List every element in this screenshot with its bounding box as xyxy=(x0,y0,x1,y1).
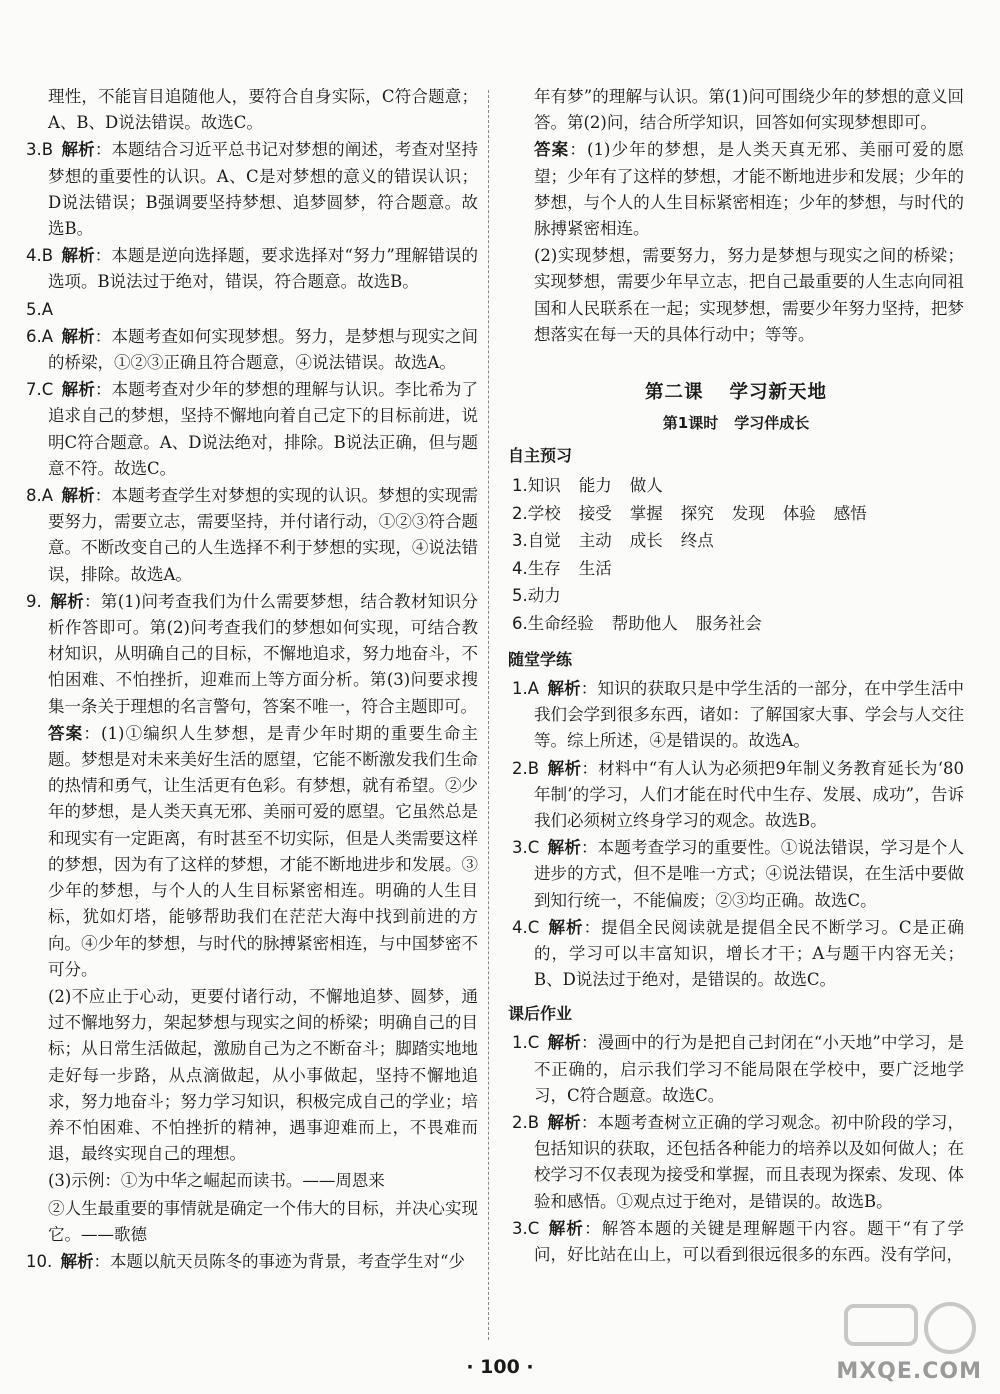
question-number: 5.A xyxy=(26,299,54,319)
answer-text: ：本题考查对少年的梦想的理解与认识。李比希为了追求自己的梦想，坚持不懈地向着自己定下的目标前进，说明C符合题意。A、D说法绝对，排除。B说法正确，但与题意不符。故选C。 xyxy=(48,380,479,478)
answer-text: ：本题考查树立正确的学习观念。初中阶段的学习，包括知识的获取，还包括各种能力的培养以及如何做人；在校学习不仅表现为接受和掌握，而且表现为探索、发现、体验和感悟。①观点过于绝对，是错误的。故选B。 xyxy=(534,1113,965,1211)
answer-paragraph xyxy=(508,1110,964,1215)
preview-answer-word: 做人 xyxy=(629,476,663,496)
answer-label: 解析 xyxy=(547,1033,581,1053)
lesson-number: 第二课 xyxy=(644,382,704,404)
answer-text: (2)不应止于心动，更要付诸行动，不懈地追梦、圆梦，通过不懈地努力，架起梦想与现实之间的桥梁；明确自己的目标；从日常生活做起，激励自己为之不断奋斗；脚踏实地地走好每一步路，从点滴做起，从小事做起，坚持不懈地追求，努力地奋斗；努力学习知识，积极完成自己的学业；培养不怕困难、不怕挫折的精神，遇事迎难而上，不畏难而退，最终实现自己的理想。 xyxy=(48,986,478,1164)
answer-text: ：提倡全民阅读就是提倡全民不断学习。C是正确的，学习可以丰富知识，增长才干；A与题干内容无关；B、D说法过于绝对，是错误的。故选C。 xyxy=(534,917,965,990)
preview-number: 3. xyxy=(512,531,528,551)
answer-label: 解析 xyxy=(61,326,95,346)
answer-text: 年有梦”的理解与认识。第(1)问可围绕少年的梦想的意义回答。第(2)问，结合所学知识，回答如何实现梦想即可。 xyxy=(534,87,964,133)
answer-paragraph xyxy=(508,676,964,755)
answer-paragraph xyxy=(22,84,478,136)
preview-number: 5. xyxy=(512,586,528,606)
question-number: 2.B xyxy=(512,758,540,778)
preview-answer-line xyxy=(508,500,964,528)
question-number: 9. xyxy=(26,591,42,611)
answer-text: ：本题考查学习的重要性。①说法错误，学习是个人进步的方式，但不是唯一方式；④说法错误，在生活中要做到知行统一，不能偏废；②③均正确。故选C。 xyxy=(534,838,965,910)
answer-paragraph xyxy=(508,835,964,914)
answer-text: ：本题结合习近平总书记对梦想的阐述，考查对坚持梦想的重要性的认识。A、C是对梦想的意义的错误认识；D说法错误；B强调要坚持梦想、追梦圆梦，符合题意。故选B。 xyxy=(48,140,479,239)
answer-text: ：第(1)问考查我们为什么需要梦想，结合教材知识分析作答即可。第(2)问考查我们的梦想如何实现，可结合教材知识，从明确自己的目标，不懈地追求，努力地奋斗，不怕困难、不怕挫折，迎难而上等方面分析。第(3)问要求搜集一条关于理想的名言警句，答案不唯一，符合主题即可。 xyxy=(48,591,479,716)
answer-text: ：本题考查如何实现梦想。努力，是梦想与现实之间的桥梁，①②③正确且符合题意，④说法错误。故选A。 xyxy=(48,326,479,373)
answer-label: 解析 xyxy=(547,758,582,778)
answer-paragraph xyxy=(22,721,478,983)
question-number: 3.C xyxy=(512,838,540,858)
preview-number: 2. xyxy=(512,503,528,523)
question-number: 3.C xyxy=(512,1218,540,1238)
preview-answer-line xyxy=(508,472,964,500)
answer-text: ：(1)少年的梦想，是人类天真无邪、美丽可爱的愿望；少年有了这样的梦想，才能不断地进步和发展；少年的梦想，与个人的人生目标紧密相连；少年的梦想，与时代的脉搏紧密相连。 xyxy=(534,140,964,239)
answer-label: 解析 xyxy=(547,917,584,937)
preview-answer-word: 学校 xyxy=(527,503,561,523)
period-number: 第1课时 xyxy=(662,414,719,433)
question-number: 8.A xyxy=(26,486,54,506)
question-number: 7.C xyxy=(26,380,54,400)
lesson-title xyxy=(508,378,964,404)
column-divider xyxy=(488,90,489,1340)
answer-label: 解析 xyxy=(60,1251,94,1271)
period-name: 学习伴成长 xyxy=(734,414,810,433)
preview-answer-word: 成长 xyxy=(629,531,663,551)
preview-answer-line xyxy=(508,610,964,638)
question-number: 1.A xyxy=(512,679,540,699)
question-number: 2.B xyxy=(512,1113,540,1133)
answer-text: ：解答本题的关键是理解题干内容。题干“有了学问，好比站在山上，可以看到很远很多的东西。没有学问， xyxy=(534,1218,965,1265)
preview-answer-word: 服务社会 xyxy=(695,613,762,633)
watermark-text: MXQE.COM xyxy=(836,1359,982,1384)
answer-paragraph xyxy=(22,137,478,242)
question-number: 3.B xyxy=(26,140,54,160)
preview-answer-word: 知识 xyxy=(527,476,561,496)
answer-paragraph xyxy=(508,84,964,136)
answer-paragraph xyxy=(508,137,964,242)
answer-paragraph xyxy=(508,1030,964,1109)
answer-paragraph xyxy=(22,324,478,376)
preview-answer-word: 帮助他人 xyxy=(611,613,678,633)
answer-paragraph xyxy=(22,1168,478,1194)
answer-label: 答案 xyxy=(48,723,84,743)
answer-text: (3)示例：①为中华之崛起而读书。——周恩来 xyxy=(48,1171,385,1191)
answer-paragraph xyxy=(22,483,478,588)
preview-answer-line xyxy=(508,582,964,610)
preview-answer-word: 接受 xyxy=(578,503,612,523)
preview-answer-word: 生存 xyxy=(527,558,561,578)
answer-paragraph xyxy=(508,915,964,994)
answer-text: ：(1)①编织人生梦想，是青少年时期的重要生命主题。梦想是对未来美好生活的愿望，它能不断激发我们生命的热情和勇气，让生活更有色彩。有梦想，就有希望。②少年的梦想，是人类天真无邪、美丽可爱的愿望。它虽然总是和现实有一定距离，有时甚至不切实际，但是人类需要这样的梦想，因为有了这样的梦想，才能不断地进步和发展。③少年的梦想，与个人的人生目标紧密相连。明确的人生目标，犹如灯塔，能够帮助我们在茫茫大海中找到前进的方向。④少年的梦想，与时代的脉搏紧密相连，与中国梦密不可分。 xyxy=(48,723,478,979)
question-number: 1.C xyxy=(512,1033,540,1053)
question-number: 4.B xyxy=(26,246,54,266)
answer-text: ：本题以航天员陈冬的事迹为背景，考查学生对“少 xyxy=(93,1251,465,1271)
answer-paragraph xyxy=(508,1216,964,1268)
answer-paragraph xyxy=(22,589,478,720)
answer-text: ②人生最重要的事情就是确定一个伟大的目标，并决心实现它。——歌德 xyxy=(48,1198,478,1244)
homework-answer-list xyxy=(508,1030,964,1268)
answer-paragraph xyxy=(22,377,478,482)
section-heading-preview: 自主预习 xyxy=(508,446,573,466)
answer-label: 解析 xyxy=(547,838,581,858)
preview-answer-word: 体验 xyxy=(782,503,816,523)
question-number: 10. xyxy=(26,1251,53,1271)
answer-label: 解析 xyxy=(547,1113,581,1133)
answer-paragraph xyxy=(22,1249,478,1275)
preview-answer-word: 动力 xyxy=(527,586,561,606)
preview-answer-word: 生命经验 xyxy=(527,613,594,633)
right-column xyxy=(508,84,964,1269)
lesson-name: 学习新天地 xyxy=(729,382,828,404)
answer-label: 答案 xyxy=(534,140,570,160)
preview-answer-list xyxy=(508,472,964,637)
preview-answer-word: 探究 xyxy=(680,503,714,523)
preview-answer-line xyxy=(508,527,964,555)
preview-answer-word: 掌握 xyxy=(629,503,663,523)
answer-label: 解析 xyxy=(50,591,85,611)
answer-paragraph xyxy=(22,1196,478,1248)
preview-answer-line xyxy=(508,555,964,583)
preview-number: 4. xyxy=(512,558,528,578)
right-column-answers xyxy=(508,84,964,348)
answer-text: ：知识的获取只是中学生活的一部分，在中学生活中我们会学到很多东西，诸如：了解国家大事、学会与人交往等。综上所述，④是错误的。故选A。 xyxy=(534,679,965,751)
answer-label: 解析 xyxy=(61,246,95,266)
practice-answer-list xyxy=(508,676,964,993)
preview-answer-word: 终点 xyxy=(680,531,714,551)
preview-answer-word: 生活 xyxy=(578,558,612,578)
section-heading-practice: 随堂学练 xyxy=(508,650,573,670)
answer-paragraph xyxy=(22,243,478,295)
preview-number: 1. xyxy=(512,476,528,496)
question-number: 4.C xyxy=(512,917,540,937)
answer-label: 解析 xyxy=(61,380,95,400)
section-heading-homework: 课后作业 xyxy=(508,1004,573,1024)
answer-label: 解析 xyxy=(547,679,581,699)
answer-label: 解析 xyxy=(547,1218,585,1238)
preview-answer-word: 发现 xyxy=(731,503,765,523)
preview-answer-word: 能力 xyxy=(578,476,612,496)
answer-paragraph xyxy=(22,297,478,323)
answer-label: 解析 xyxy=(61,140,95,160)
answer-text: ：漫画中的行为是把自己封闭在“小天地”中学习，是不正确的，启示我们学习不能局限在学校中，要广泛地学习，C符合题意。故选C。 xyxy=(534,1033,965,1105)
page-number: · 100 · xyxy=(466,1356,534,1378)
answer-paragraph xyxy=(22,984,478,1167)
preview-answer-word: 感悟 xyxy=(833,503,867,523)
answer-text: ：本题考查学生对梦想的实现的认识。梦想的实现需要努力，需要立志，需要坚持，并付诸行动，①②③符合题意。不断改变自己的人生选择不利于梦想的实现，④说法错误，排除。故选A。 xyxy=(48,486,479,584)
answer-text: 理性，不能盲目追随他人，要符合自身实际，C符合题意；A、B、D说法错误。故选C。 xyxy=(48,87,478,133)
answer-text: ：材料中“有人认为必须把9年制义务教育延长为‘80年制’的学习，人们才能在时代中生存、发展、成功”，告诉我们必须树立终身学习的观念。故选B。 xyxy=(534,758,964,831)
left-column xyxy=(22,84,478,1276)
preview-answer-word: 主动 xyxy=(578,531,612,551)
answer-paragraph xyxy=(508,243,964,348)
answer-label: 解析 xyxy=(61,486,95,506)
answer-text: ：本题是逆向选择题，要求选择对“努力”理解错误的选项。B说法过于绝对，错误，符合题意。故选B。 xyxy=(48,246,479,292)
lesson-subtitle xyxy=(508,412,964,433)
preview-answer-word: 自觉 xyxy=(527,531,561,551)
preview-number: 6. xyxy=(512,613,528,633)
answer-paragraph xyxy=(508,756,964,835)
question-number: 6.A xyxy=(26,326,54,346)
answer-text: (2)实现梦想，需要努力，努力是梦想与现实之间的桥梁；实现梦想，需要少年早立志，把自己最重要的人生志向同祖国和人民联系在一起；实现梦想，需要少年努力坚持，把梦想落实在每一天的具体行动中；等等。 xyxy=(534,246,964,344)
